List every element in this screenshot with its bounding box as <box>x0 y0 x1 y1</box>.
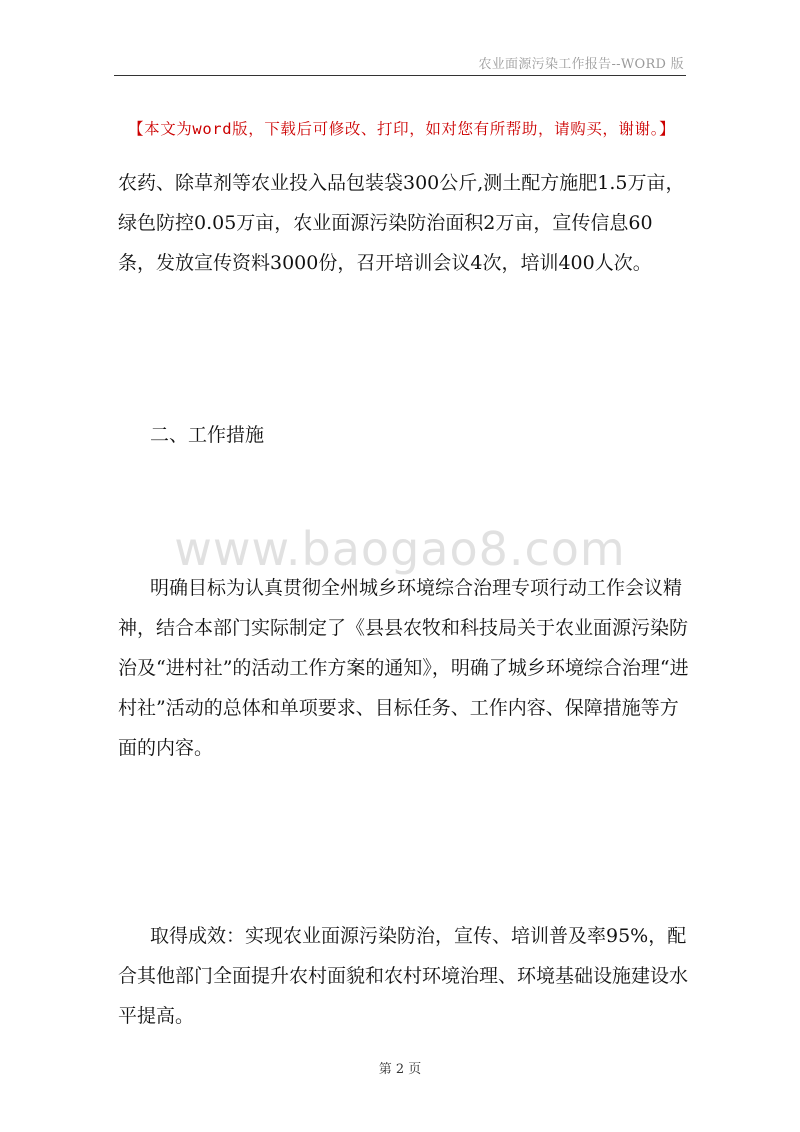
section-heading: 二、工作措施 <box>150 424 265 446</box>
paragraph-measures: 明确目标为认真贯彻全州城乡环境综合治理专项行动工作会议精神，结合本部门实际制定了《县县农牧和科技局关于农业面源污染防治及“进村社”的活动工作方案的通知》，明确了城乡环境综合治理“进村社”活动的总体和单项要求、目标任务、工作内容、保障措施等方面的内容。 <box>118 577 689 759</box>
running-header: 农业面源污染工作报告--WORD 版 <box>478 57 684 72</box>
watermark: www.baogao8.com <box>174 522 626 576</box>
header-rule <box>114 75 686 76</box>
page-number: 第 2 页 <box>378 1062 422 1077</box>
paragraph-statistics: 农药、除草剂等农业投入品包装袋300公斤,测土配方施肥1.5万亩，绿色防控0.05万亩，农业面源污染防治面积2万亩，宣传信息60条，发放宣传资料3000份，召开培训会议4次，培训400人次。 <box>118 172 685 274</box>
paragraph-results: 取得成效：实现农业面源污染防治，宣传、培训普及率95%，配合其他部门全面提升农村面貌和农村环境治理、环境基础设施建设水平提高。 <box>118 925 689 1027</box>
download-notice: 【本文为word版，下载后可修改、打印，如对您有所帮助，请购买，谢谢。】 <box>128 120 676 138</box>
